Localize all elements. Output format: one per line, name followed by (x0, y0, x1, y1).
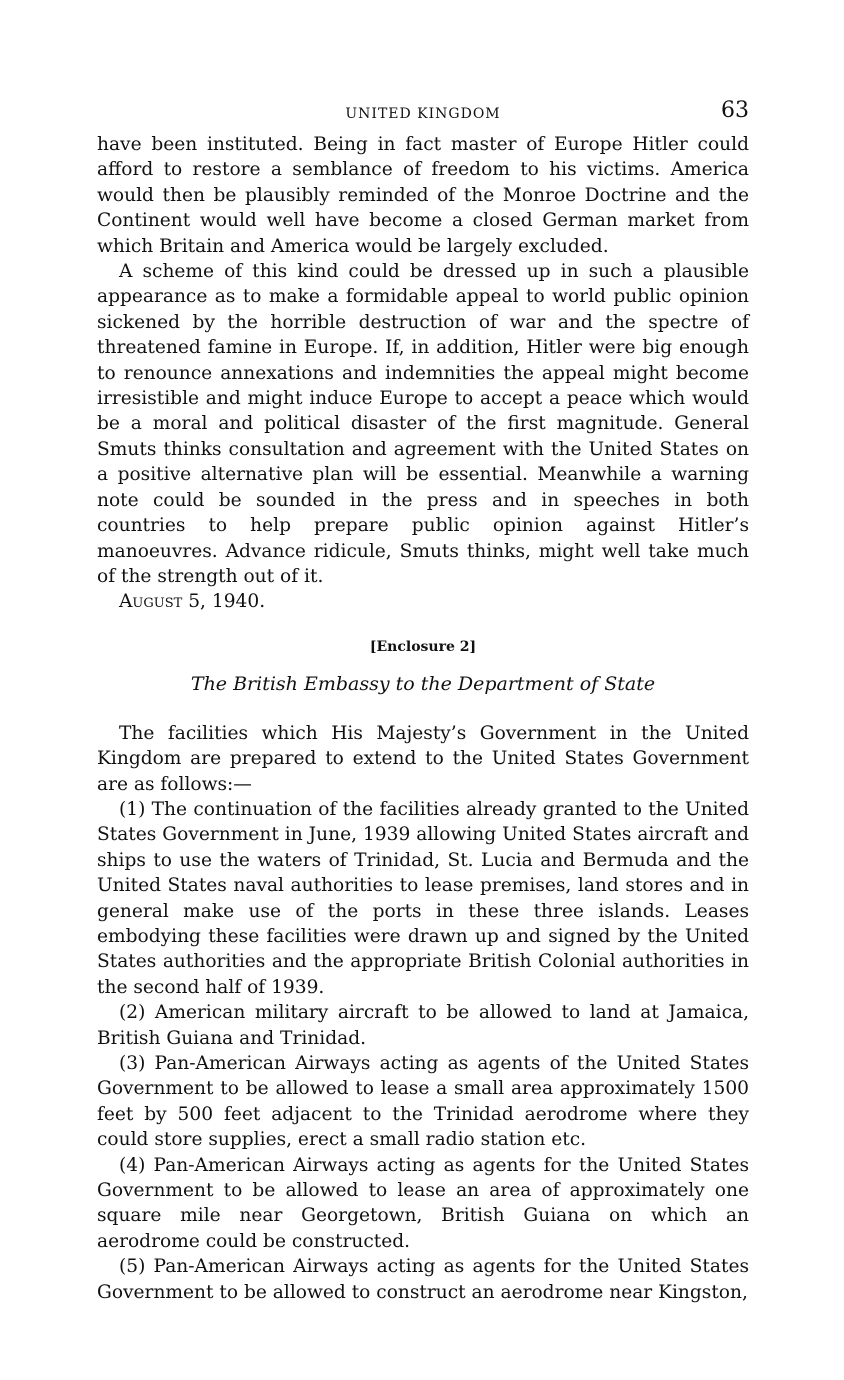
list-item: (3) Pan-American Airways acting as agents of the United States Government to be allowed to lease a small area approximately 1500 feet by 500 feet adjacent to the Trinidad aerodrome where they could store supplies, erect a small radio station etc. (97, 1053, 749, 1151)
document-page (97, 96, 749, 1305)
enclosure-body (97, 721, 749, 1305)
paragraph: A scheme of this kind could be dressed up in such a plausible appearance as to make a formidable appeal to world public opinion sickened by the horrible destruction of war and the spectre of threatened famine in Europe. If, in addition, Hitler were big enough to renounce annexations and indemnities the appeal might become irresistible and might induce Europe to accept a peace which would be a moral and political disaster of the first magnitude. General Smuts thinks consultation and agreement with the United States on a positive alternative plan will be essential. Meanwhile a warning note could be sounded in the press and in speeches in both countries to help prepare public opinion against Hitler’s manoeuvres. Advance ridicule, Smuts thinks, might well take much of the strength out of it. (97, 261, 749, 587)
list-item: (1) The continuation of the facilities already granted to the United States Government in June, 1939 allowing United States aircraft and ships to use the waters of Trinidad, St. Lucia and Bermuda and the United States naval authorities to lease premises, land stores and in general make use of the ports in these three islands. Leases embodying these facilities were drawn up and signed by the United States authorities and the appropriate British Colonial authorities in the second half of 1939. (97, 798, 749, 998)
running-title: UNITED KINGDOM (345, 106, 501, 122)
list-item: (5) Pan-American Airways acting as agents for the United States Government to be allowed to construct an aerodrome near Kingston, (97, 1256, 749, 1303)
list-item: (4) Pan-American Airways acting as agents for the United States Government to be allowed to lease an area of approximately one square mile near Georgetown, British Guiana on which an aerodrome could be constructed. (97, 1154, 749, 1252)
dateline (97, 589, 749, 614)
dateline-month: August (119, 591, 183, 613)
paragraph: The facilities which His Majesty’s Government in the United Kingdom are prepared to extend to the United States Government are as follows:— (97, 722, 749, 795)
dateline-day-year: 5, 1940. (182, 591, 266, 613)
running-head (97, 96, 749, 132)
page-number: 63 (721, 98, 749, 123)
enclosure-heading: The British Embassy to the Department of State (190, 672, 656, 695)
enclosure-label: [Enclosure 2] (369, 638, 477, 655)
paragraph: have been instituted. Being in fact master of Europe Hitler could afford to restore a semblance of freedom to his victims. America would then be plausibly reminded of the Monroe Doctrine and the Continent would well have become a closed German market from which Britain and America would be largely excluded. (97, 134, 749, 257)
letter-body (97, 132, 749, 615)
list-item: (2) American military aircraft to be allowed to land at Jamaica, British Guiana and Trinidad. (97, 1002, 749, 1049)
